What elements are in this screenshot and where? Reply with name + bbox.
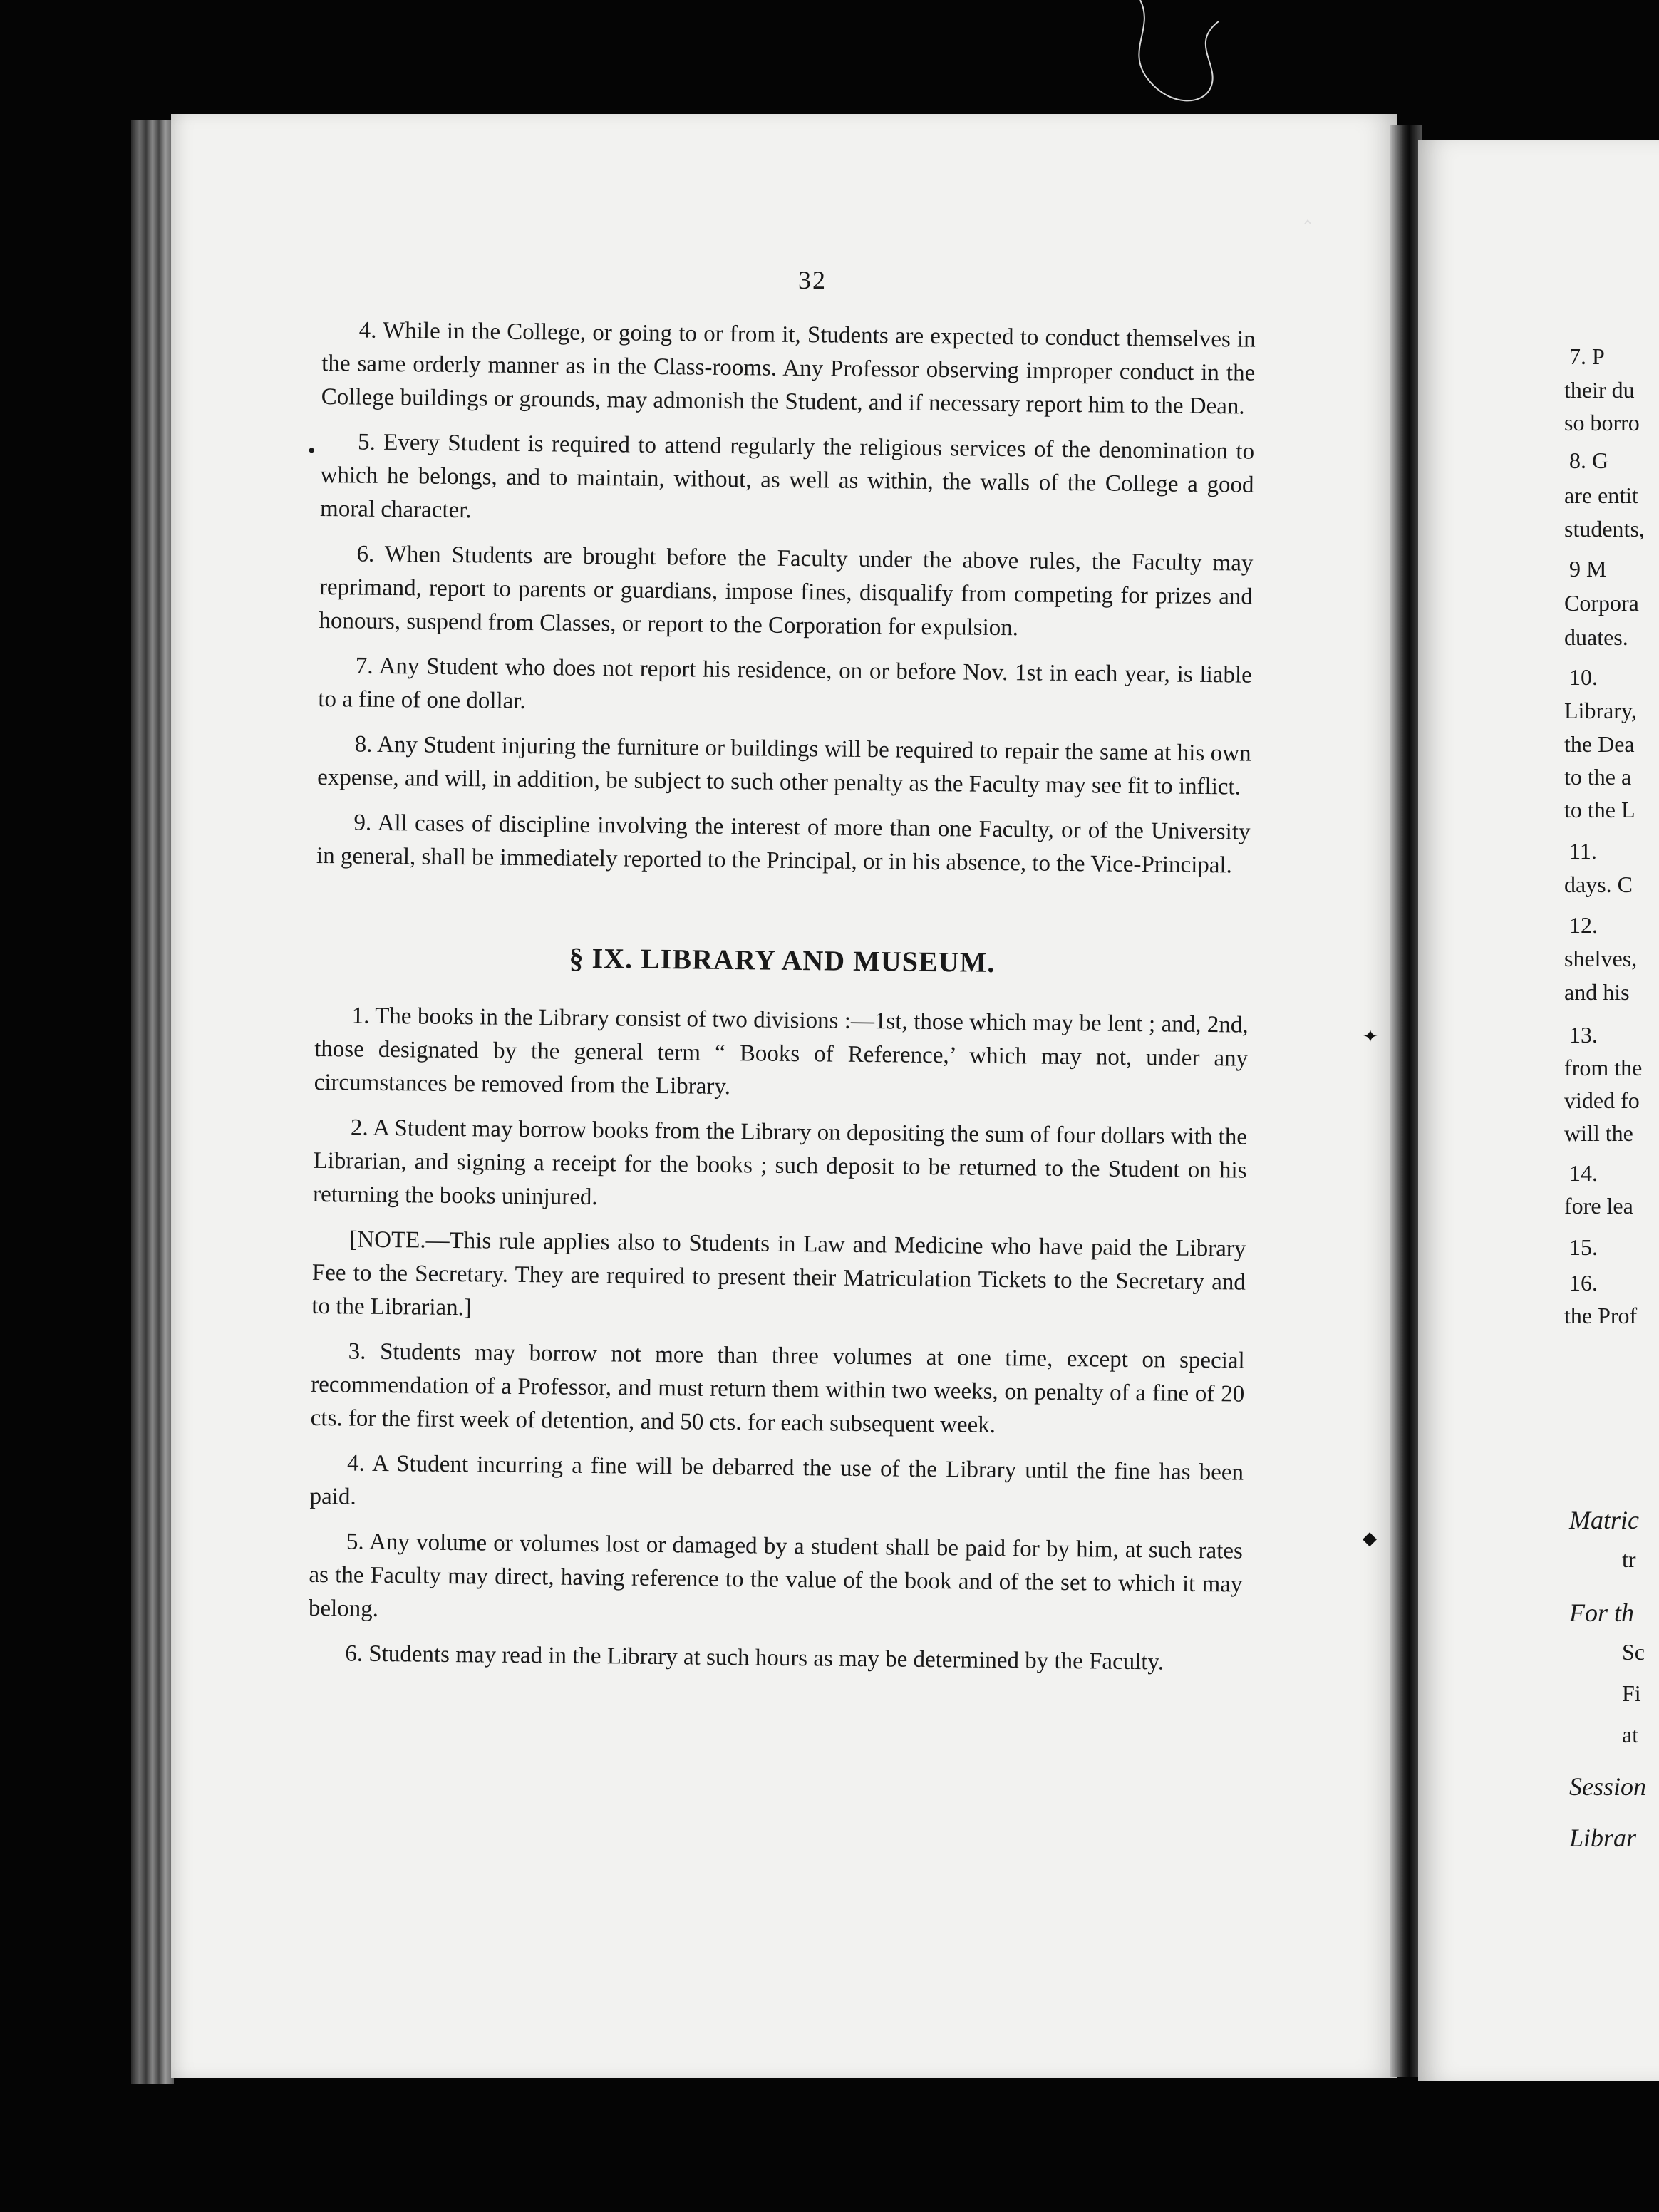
facing-line: 9 M [1569, 556, 1607, 582]
facing-italic-line: at [1622, 1722, 1639, 1747]
facing-line: will the [1564, 1120, 1633, 1146]
rule-paragraph: 4. While in the College, or going to or from it, Students are expected to conduct themselves in the same orderly manner as in the Class-rooms. Any Professor observing improper conduct in the College buildings or grounds, may admonish the Student, and if necessary report him to the Dean. [321, 317, 1256, 420]
facing-line: 15. [1569, 1234, 1598, 1260]
facing-line: are entit [1564, 482, 1638, 508]
facing-italic-line: Fi [1622, 1680, 1641, 1706]
facing-line: to the a [1564, 764, 1632, 790]
facing-line: days. C [1564, 872, 1633, 897]
facing-italic-line: For th [1569, 1598, 1635, 1627]
facing-italic-line: Session [1569, 1772, 1646, 1801]
facing-italic-line: tr [1622, 1546, 1636, 1572]
facing-line: so borro [1564, 410, 1640, 435]
facing-line: Library, [1564, 698, 1637, 723]
facing-line: vided fo [1564, 1087, 1640, 1113]
facing-line: to the L [1564, 797, 1635, 822]
facing-line: the Prof [1564, 1303, 1638, 1328]
facing-line: 12. [1569, 912, 1598, 938]
library-rule-paragraph: 4. A Student incurring a fine will be debarred the use of the Library until the fine has been paid. [309, 1450, 1244, 1510]
facing-italic-line: Matric [1569, 1506, 1639, 1534]
rule-paragraph [307, 425, 1255, 536]
rule-paragraph: 7. Any Student who does not report his residence, on or before Nov. 1st in each year, is liable to a fine of one dollar. [318, 653, 1252, 715]
facing-italic-line: Sc [1622, 1639, 1645, 1665]
facing-line: 7. P [1569, 343, 1605, 369]
stray-dot-icon: • [307, 438, 316, 462]
facing-line: the Dea [1564, 731, 1635, 757]
rule-paragraph: 6. When Students are brought before the Faculty under the above rules, the Faculty may reprimand, report to parents or guardians, impose fines, disqualify from competing for prizes and honours, suspend from Classes, or report to the Corporation for expulsion. [319, 541, 1254, 641]
paper-mark: ‸ [1304, 200, 1312, 224]
library-rule-paragraph: 3. Students may borrow not more than three volumes at one time, except on special recommendation of a Professor, and must return them within two weeks, on penalty of a fine of 20 cts. for the first week of detention, and 50 cts. for each subsequent week. [310, 1338, 1245, 1438]
rule-paragraph: 8. Any Student injuring the furniture or buildings will be required to repair the same at his own expense, and will, in addition, be subject to such other penalty as the Faculty may see fit to inflict. [316, 731, 1251, 800]
facing-line: fore lea [1564, 1193, 1633, 1219]
facing-line: Corpora [1564, 590, 1639, 616]
binding-mark-icon: ✦ [1363, 1026, 1378, 1047]
facing-line: students, [1564, 516, 1645, 542]
facing-line: duates. [1564, 624, 1628, 650]
book-binding [131, 120, 174, 2084]
library-rule-paragraph: 2. A Student may borrow books from the Library on depositing the sum of four dollars with the Librarian, and signing a receipt for the books ; such deposit to be returned to the Student on his returning the books uninjured. [312, 1115, 1248, 1211]
library-rule-paragraph: 1. The books in the Library consist of two divisions :—1st, those which may be lent ; and, 2nd, those designated by the general term “ Books of Reference,’ which may not, under any circumstances be removed from the Library. [314, 1003, 1249, 1100]
facing-line: shelves, [1564, 946, 1638, 971]
binding-mark-icon: ◆ [1363, 1528, 1377, 1549]
rule-paragraph: 9. All cases of discipline involving the interest of more than one Faculty, or of the University in general, shall be immediately reported to the Principal, or in his absence, to the Vice-Principal. [316, 810, 1251, 879]
facing-line: and his [1564, 979, 1630, 1005]
facing-line: from the [1564, 1055, 1643, 1080]
library-note-paragraph: [NOTE.—This rule applies also to Students in Law and Medicine who have paid the Library Fee to the Secretary. They are required to present their Matriculation Tickets to the Secretary and to the Librarian.] [311, 1226, 1246, 1321]
facing-line: 13. [1569, 1022, 1598, 1048]
facing-line: 11. [1569, 838, 1597, 864]
page-body [308, 314, 1256, 1692]
facing-page [1418, 140, 1659, 2081]
facing-line: 10. [1569, 664, 1598, 690]
section-heading: § IX. LIBRARY AND MUSEUM. [569, 941, 996, 978]
facing-line: 16. [1569, 1270, 1598, 1296]
facing-italic-line: Librar [1569, 1824, 1637, 1852]
rule-text: 5. Every Student is required to attend regularly the religious services of the denomination to which he belongs, and to maintain, without, as well as within, the walls of the College a good moral character. [319, 429, 1255, 524]
facing-line: 8. G [1569, 448, 1609, 473]
facing-line: 14. [1569, 1160, 1598, 1186]
facing-line: their du [1564, 377, 1635, 403]
library-rule-paragraph: 5. Any volume or volumes lost or damaged by a student shall be paid for by him, at such rates as the Faculty may direct, having reference to the value of the book and of the set to which it may belong. [308, 1529, 1244, 1622]
page-number: 32 [798, 266, 827, 294]
library-rule-paragraph: 6. Students may read in the Library at such hours as may be determined by the Faculty. [345, 1640, 1164, 1675]
